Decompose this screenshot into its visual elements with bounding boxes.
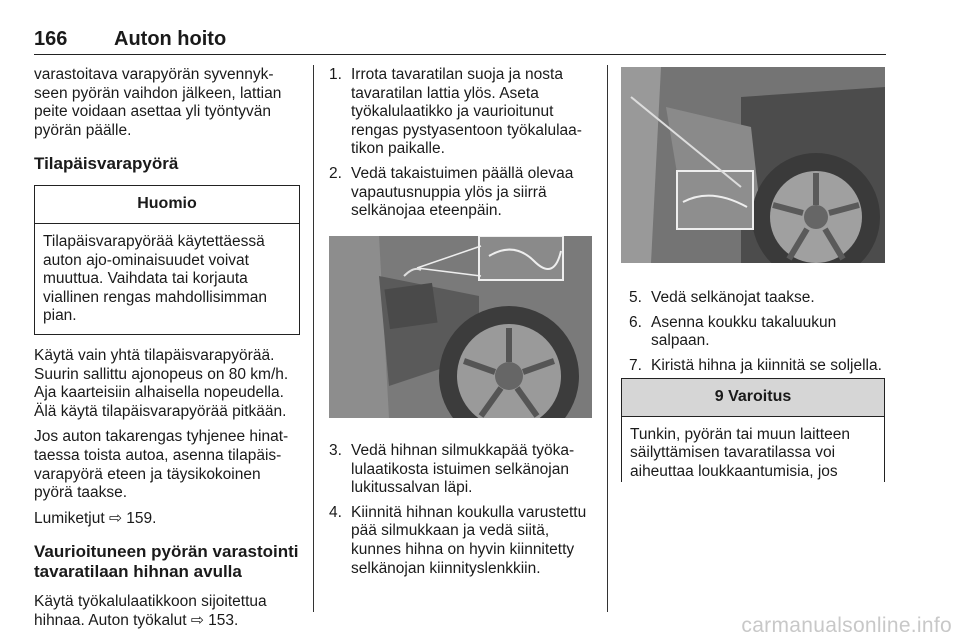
intro-paragraph: varastoitava varapyörän syvennykseen pyörän vaihdon jälkeen, lattian peite voidaan asettaa yli työntyvän pyörän päälle. [34,66,282,139]
left-column [34,66,300,637]
warning-title-text: Varoitus [728,388,792,405]
warning-text: Tunkin, pyörän tai muun laitteen säilyttämisen tavaratilassa voi aiheuttaa loukkaantumisia, jos [630,425,850,480]
warning-icon: 9 [714,388,724,405]
column-divider [313,65,314,612]
column-divider [607,65,608,612]
step-number: 5. [629,289,642,306]
cross-reference-link[interactable]: Lumiketjut ⇨ 159. [34,509,157,527]
middle-column [329,66,593,227]
warning-container [621,369,885,482]
step-text: Irrota tavaratilan suoja ja nosta tavaratilan lattia ylös. Aseta työkalulaatikko ja vaurioitunut rengas pystyasentoon työkalulaatikon paikalle. [351,66,582,158]
step-item [329,165,593,221]
middle-column-lower [329,442,593,584]
step-number: 7. [629,356,642,374]
paragraph: Käytä vain yhtä tilapäisvarapyörää. Suurin sallittu ajonopeus on 80 km/h. Aja kaarteisiin alhaisella nopeudella. Älä käytä tilapäisvarapyörää pitkään. [34,346,289,420]
step-text: Kiinnitä hihnan koukulla varustettu pää silmukkaan ja vedä siitä, kunnes hihna on hyvin kiinnitetty selkänojan kiinnityslenkkiin. [351,503,587,577]
strap-tightened-drawing [621,67,885,263]
step-text: Asenna koukku takaluukun salpaan. [651,313,837,350]
illustration-strap-seatback [329,236,592,418]
step-text: Kiristä hihna ja kiinnitä se soljella. [651,356,882,374]
warning-title [622,379,884,417]
watermark: carmanualsonline.info [741,614,952,637]
notice-text: Tilapäisvarapyörää käytettäessä auton ajo-ominaisuudet voivat muuttua. Vaihdata tai korjauta viallinen rengas mahdollisimman pian. [43,232,267,325]
notice-title: Huomio [35,186,299,224]
step-item [629,314,887,351]
step-number: 3. [329,442,342,459]
section-heading: Tilapäisvarapyörä [34,154,179,174]
notice-box [34,185,300,335]
warning-box [621,378,885,482]
step-item [629,289,887,308]
step-number: 2. [329,164,342,182]
chapter-title: Auton hoito [114,28,227,50]
section-heading: Vaurioituneen pyörän varastointi tavaratilaan hihnan avulla [34,542,299,582]
step-item [329,504,593,578]
step-number: 6. [629,313,642,331]
paragraph: Käytä työkalulaatikkoon sijoitettua hihnaa. Auton työkalut ⇨ 153. [34,593,267,629]
illustration-strap-tightened [621,67,885,263]
paragraph: Jos auton takarengas tyhjenee hinattaessa toista autoa, asenna tilapäisvarapyörä eteen ja täysikokoinen pyörä taakse. [34,428,289,502]
step-text: Vedä takaistuimen päällä olevaa vapautusnuppia ylös ja siirrä selkänojaa eteenpäin. [351,164,574,220]
step-text: Vedä selkänojat taakse. [651,289,815,306]
step-item [329,442,593,498]
right-column [629,289,887,381]
strap-seatback-drawing [329,236,592,418]
step-number: 1. [329,66,342,83]
step-text: Vedä hihnan silmukkapää työkalulaatikosta istuimen selkänojan lukitussalvan läpi. [351,442,575,497]
page-header [34,28,886,55]
step-item [329,66,593,159]
step-number: 4. [329,503,342,521]
page-number: 166 [34,28,68,50]
